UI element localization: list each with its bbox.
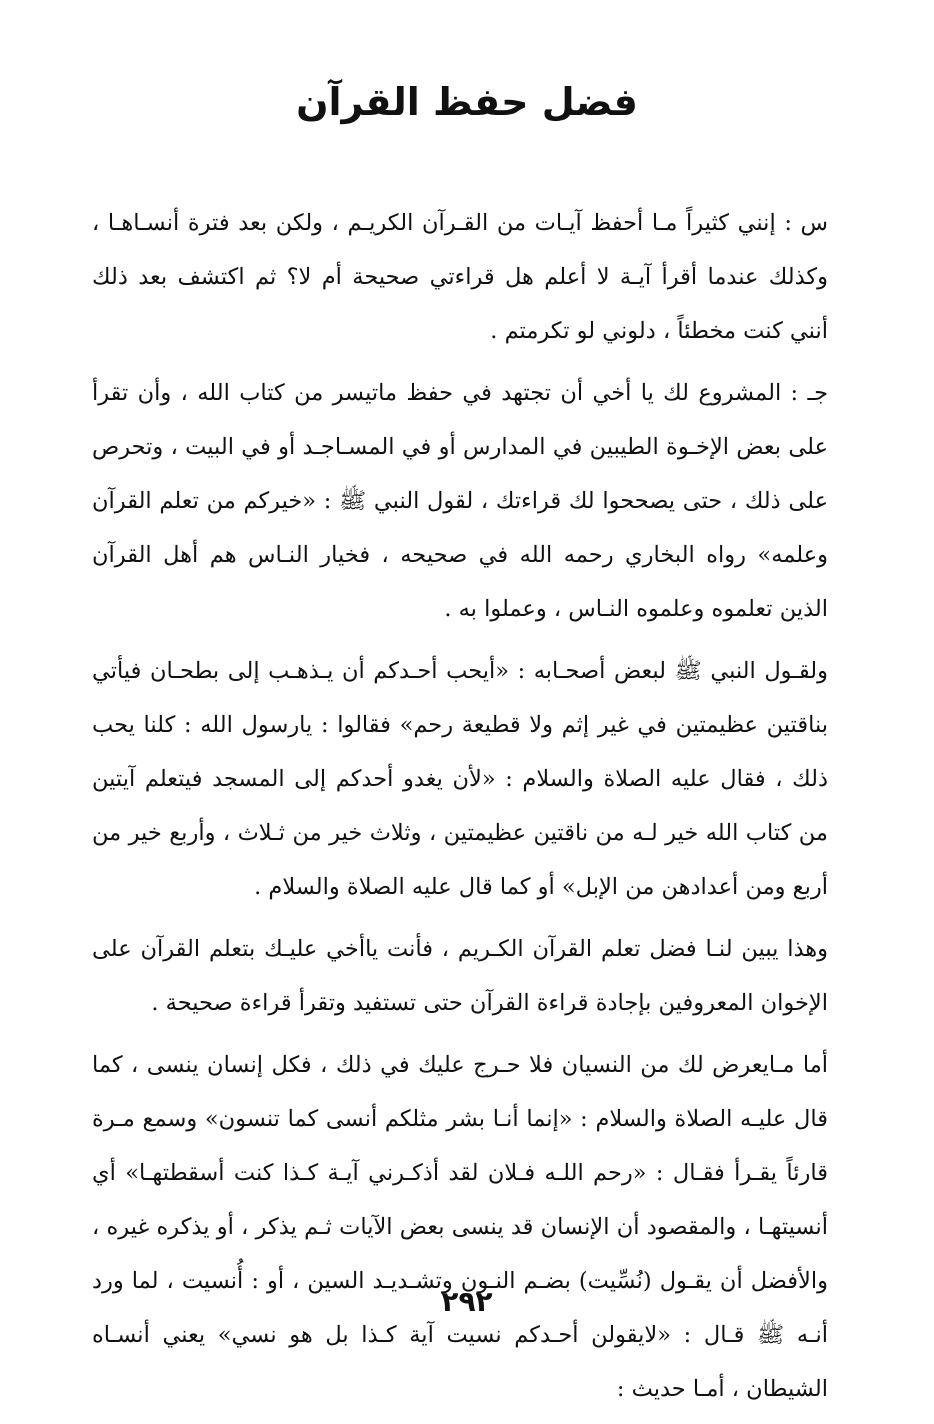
forgetting-paragraph: أما مـايعرض لك من النسيان فلا حـرج عليك في ذلك ، فكل إنسان ينسى ، كما قال عليـه الصلاة والسلام : «إنما أنـا بشر مثلكم أنسى كما تنسون» وسمع مـرة قارئاً يقـرأ فقـال : «رحم اللـه فـلان لقد أذكـرني آيـة كـذا كنت أسقطتهـا» أي أنسيتهـا ، والمقصود أن الإنسان قد ينسى بعض الآيات ثـم يذكر ، أو يذكره غيره ، والأفضل أن يقـول (نُسِّيت) بضـم النـون وتشـديـد السين ، أو : أُنسيت ، لما ورد أنـه ﷺ قـال : «لايقولن أحـدكم نسيت آية كـذا بل هو نسي» يعني أنسـاه الشيطان ، أمـا حديث :: [92, 1052, 828, 1402]
hadith-paragraph: ولقـول النبي ﷺ لبعض أصحـابه : «أيحب أحـدكم أن يـذهـب إلى بطحـان فيأتي بناقتين عظيمتين في غير إثم ولا قطيعة رحم» فقالوا : يارسول الله : كلنا يحب ذلك ، فقال عليه الصلاة والسلام : «لأن يغدو أحدكم إلى المسجد فيتعلم آيتين من كتاب الله خير لـه من ناقتين عظيمتين ، وثلاث خير من ثـلاث ، وأربع خير من أربع ومن أعدادهن من الإبل» أو كما قال عليه الصلاة والسلام .: [92, 658, 828, 900]
page-number: ٢٩٢: [441, 1285, 493, 1318]
conclusion-paragraph: وهذا يبين لنـا فضل تعلم القرآن الكـريم ، فأنت ياأخي عليـك بتعلم القرآن على الإخوان المعروفين بإجادة قراءة القرآن حتى تستفيد وتقرأ قراءة صحيحة .: [92, 936, 828, 1016]
body-text: [92, 196, 828, 1424]
answer-paragraph: جـ : المشروع لك يا أخي أن تجتهد في حفظ ماتيسر من كتاب الله ، وأن تقرأ على بعض الإخـوة الطيبين في المدارس أو في المسـاجـد أو في البيت ، وتحرص على ذلك ، حتى يصححوا لك قراءتك ، لقول النبي ﷺ : «خيركم من تعلم القرآن وعلمه» رواه البخاري رحمه الله في صحيحه ، فخيار النـاس هم أهل القرآن الذين تعلموه وعلموه النـاس ، وعملوا به .: [92, 380, 828, 622]
page-title: فضل حفظ القرآن: [296, 80, 638, 124]
question-paragraph: س : إنني كثيراً مـا أحفظ آيـات من القـرآن الكريـم ، ولكن بعد فترة أنسـاهـا ، وكذلك عندما أقرأ آيـة لا أعلم هل قراءتي صحيحة أم لا؟ ثم اكتشف بعد ذلك أنني كنت مخطئاً ، دلوني لو تكرمتم .: [92, 210, 828, 344]
